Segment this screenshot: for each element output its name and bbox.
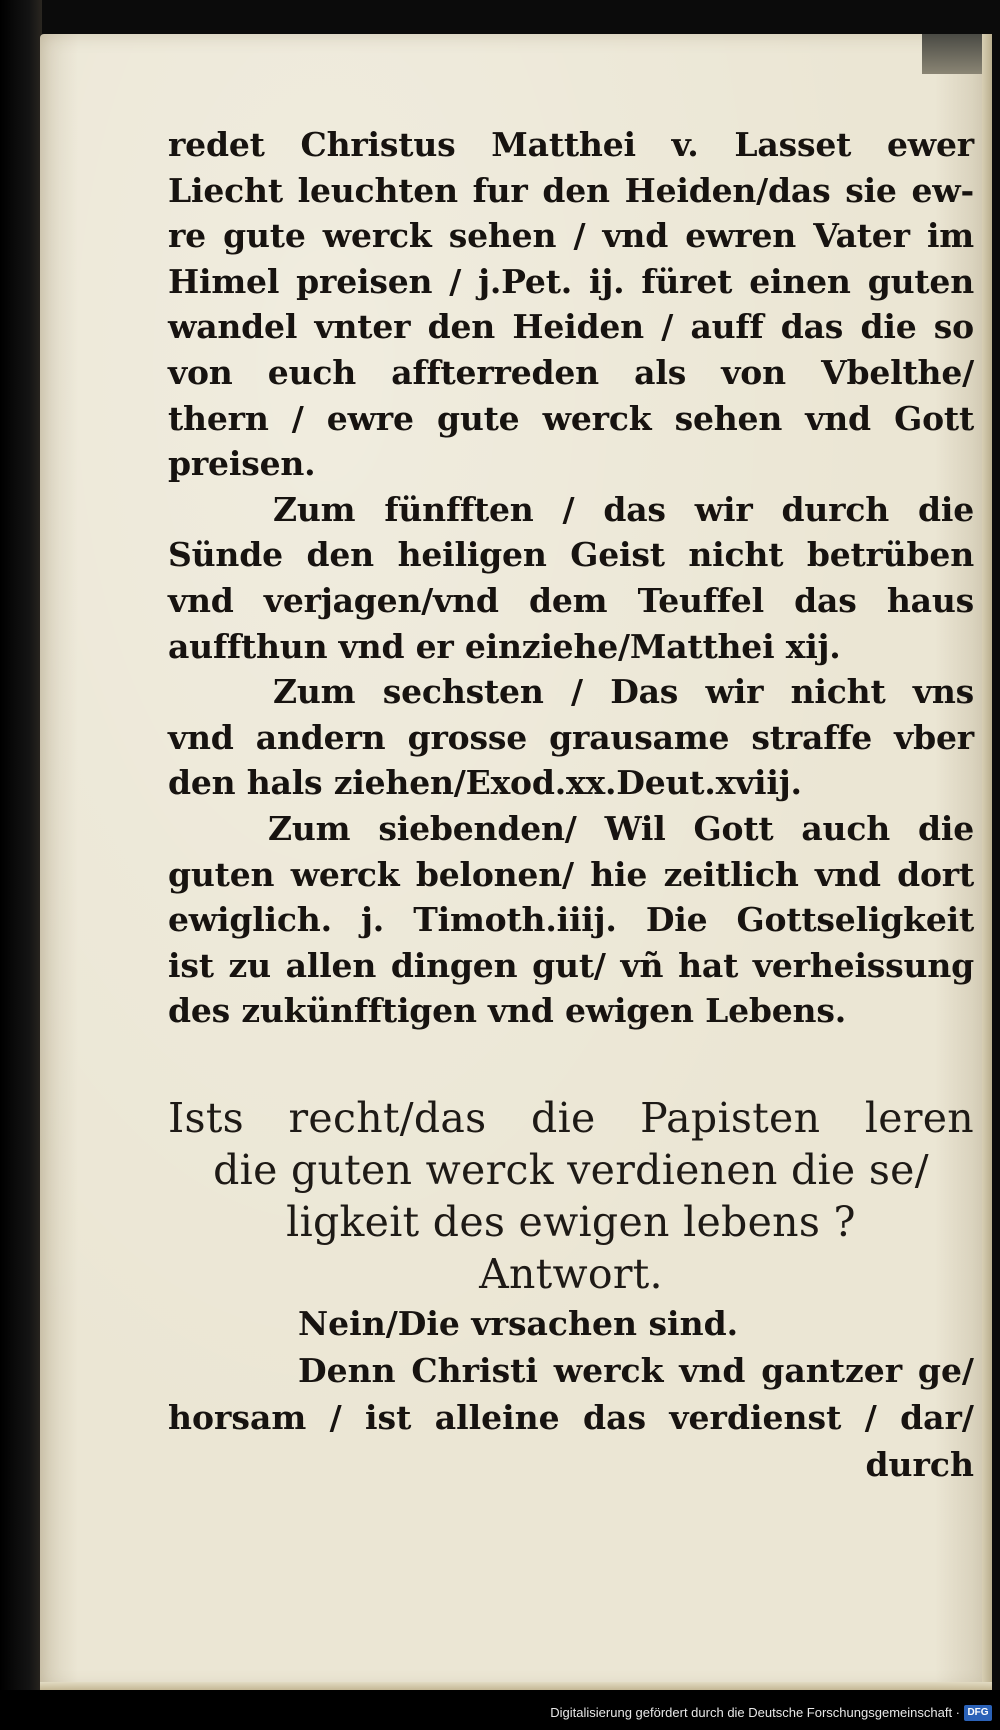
funding-credit: Digitalisierung gefördert durch die Deutsche Forschungsgemeinschaft · [550,1705,960,1720]
heading-line: die guten werck verdienen die se/ [213,1146,929,1194]
paragraph-start-line: Zum fünfften / das wir durch die [273,489,974,529]
text-line: Liecht leuchten fur den Heiden/das sie ew- [168,170,974,210]
body-text [168,122,974,1034]
text-line: redet Christus Matthei v. Lasset ewer [168,125,974,164]
paragraph-start-line: Zum sechsten / Das wir nicht vns [273,672,974,712]
footer-bar [0,1690,1000,1730]
catchword: durch [865,1445,974,1484]
text-line: thern / ewre gute werck sehen vnd Gott [168,398,974,438]
text-line: den hals ziehen/Exod.xx.Deut.xviij. [168,763,802,803]
text-line: re gute werck sehen / vnd ewren Vater im [168,216,974,256]
text-line: Denn Christi werck vnd gantzer ge/ [298,1351,974,1390]
text-line: vnd verjagen/vnd dem Teuffel das haus [168,580,974,620]
text-line: wandel vnter den Heiden / auff das die so [168,307,974,347]
text-line: preisen. [168,444,316,484]
heading-line: ligkeit des ewigen lebens ? [286,1198,856,1246]
text-line: vnd andern grosse grausame straffe vber [168,717,974,757]
heading-line-answer: Antwort. [479,1250,663,1298]
question-heading [168,1092,974,1300]
text-line: ist zu allen dingen gut/ vñ hat verheissung [168,945,974,985]
text-line: Nein/Die vrsachen sind. [298,1304,739,1343]
heading-line: Ists recht/das die Papisten leren [168,1094,974,1142]
text-line: Sünde den heiligen Geist nicht betrüben [168,535,974,575]
dfg-logo: DFG [964,1705,992,1721]
text-line: guten werck belonen/ hie zeitlich vnd dort [168,854,974,894]
page-edge-right [982,34,992,1690]
page-edge-bottom [40,1682,992,1690]
text-line: des zukünfftigen vnd ewigen Lebens. [168,991,846,1031]
text-line: horsam / ist alleine das verdienst / dar/ [168,1398,974,1437]
text-line: Himel preisen / j.Pet. ij. füret einen guten [168,261,974,301]
text-line: ewiglich. j. Timoth.iiij. Die Gottseligkeit [168,900,974,940]
scan-left-shadow [0,0,42,1730]
text-line: von euch affterreden als von Vbelthe/ [168,352,974,392]
text-line: auffthun vnd er einziehe/Matthei xij. [168,626,841,666]
answer-text [168,1300,974,1488]
paragraph-start-line: Zum siebenden/ Wil Gott auch die [268,808,974,848]
